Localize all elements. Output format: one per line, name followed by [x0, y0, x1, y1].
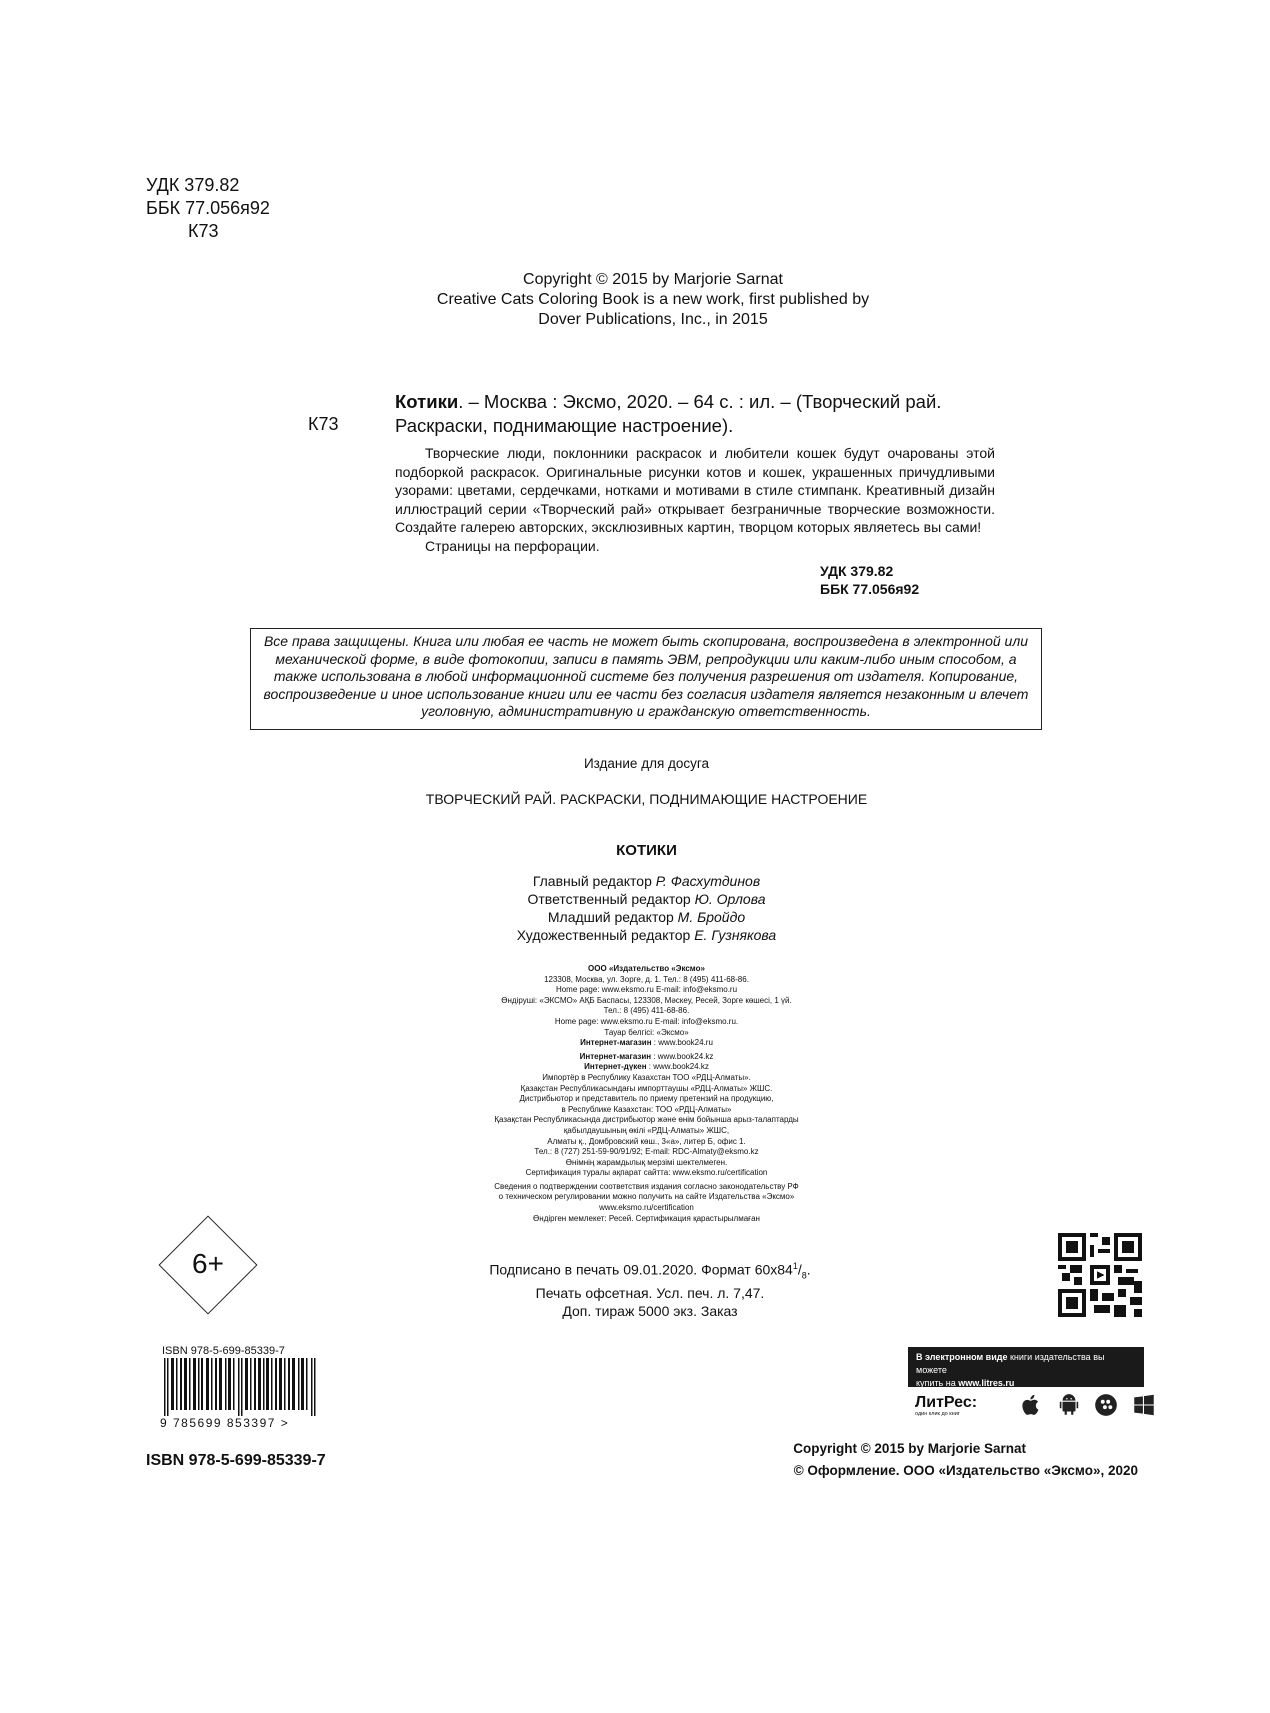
bibliographic-line1: . – Москва : Эксмо, 2020. – 64 с. : ил. – (Творческий рай. — [458, 391, 942, 412]
credit-line: Главный редактор Р. Фасхутдинов — [532, 873, 761, 889]
series-title: ТВОРЧЕСКИЙ РАЙ. РАСКРАСКИ, ПОДНИМАЮЩИЕ НАСТРОЕНИЕ — [425, 791, 868, 807]
credit-line: Ответственный редактор Ю. Орлова — [527, 891, 766, 907]
rights-notice-box — [250, 628, 1042, 730]
edition-type: Издание для досуга — [583, 756, 710, 771]
udk-code-bold: УДК 379.82 — [820, 563, 894, 579]
litres-banner: В электронном виде книги издательства вы можете купить на www.litres.ru — [908, 1347, 1144, 1387]
qr-code-icon — [1058, 1233, 1142, 1317]
credits — [350, 872, 943, 944]
apple-icon — [1018, 1392, 1044, 1418]
age-rating: 6+ — [192, 1248, 224, 1279]
copyright-line: Dover Publications, Inc., in 2015 — [538, 311, 768, 328]
isbn-small-label: ISBN 978-5-699-85339-7 — [162, 1345, 285, 1357]
credit-line: Художественный редактор Е. Гузнякова — [516, 927, 777, 943]
credit-line: Младший редактор М. Бройдо — [547, 909, 746, 925]
book-title-bold: Котики — [395, 391, 459, 412]
blackberry-icon — [1093, 1392, 1119, 1418]
android-icon — [1056, 1392, 1082, 1418]
classification-bottom — [820, 562, 980, 598]
rights-notice-text: Все права защищены. Книга или любая ее часть не может быть скопирована, воспроизведена в электронной или механической форме, в виде фотокопии, записи в память ЭВМ, репродукции или каким-либо иным способом, а также использована в любой информационной системе без получения разрешения от издателя. Копирование, воспроизведение и иное использование книги или ее части без согласия издателя является незаконным и влечет уголовную, административную и гражданскую ответственность. — [263, 633, 1029, 719]
classification-top — [146, 174, 270, 243]
annotation — [395, 444, 995, 555]
barcode-digits: 9 785699 853397 > — [160, 1416, 290, 1430]
barcode-icon — [162, 1358, 322, 1416]
annotation-note: Страницы на перфорации. — [425, 537, 600, 554]
annotation-text: Творческие люди, поклонники раскрасок и любители кошек будут очарованы этой подборкой раскрасок. Оригинальные рисунки котов и кошек, украшенных причудливыми узорами: цветами, сердечками, нотками и мотивами в стиле стимпанк. Креативный дизайн иллюстраций серии «Творческий рай» открывает безграничные творческие возможности. Создайте галерею авторских, эксклюзивных картин, творцом которых являетесь вы сами! — [395, 445, 995, 535]
bbk-code-bold: ББК 77.056я92 — [820, 581, 920, 597]
copyright-line: Copyright © 2015 by Marjorie Sarnat — [793, 1441, 1026, 1456]
platform-icons — [1018, 1392, 1157, 1424]
bbk-code: ББК 77.056я92 — [146, 198, 270, 218]
copyright-line: Creative Cats Coloring Book is a new work, first published by — [436, 291, 870, 308]
bibliographic-author-mark: К73 — [308, 414, 339, 434]
author-mark: К73 — [188, 221, 219, 241]
copyright-line: Copyright © 2015 by Marjorie Sarnat — [523, 271, 783, 288]
publisher-name: ООО «Издательство «Эксмо» — [588, 964, 705, 973]
publisher-info: ООО «Издательство «Эксмо» 123308, Москва, ул. Зорге, д. 1. Тел.: 8 (495) 411-68-86. Home page: www.eksmo.ru E-mail: info@eksmo.ru Өндіруші: «ЭКСМО» АҚБ Баспасы, 123308, Мәскеу, Ресей, Зорге көшесі, 1 үй. Тел.: 8 (495) 411-68-86. Home page: www.eksmo.ru E-mail: info@eksmo.ru. Тауар белгісі: «Эксмо» Интернет-магазин : www.book24.ru Интернет-магазин : www.book24.kz Интернет-дүкен : www.book24.kz Импортёр в Республику Казахстан ТОО «РДЦ-Алматы». Қазақстан Республикасындағы импорттаушы «РДЦ-Алматы» ЖШС. Дистрибьютор и представитель по приему претензий на продукцию, в Республике Казахстан: ТОО «РДЦ-Алматы» Қазақстан Республикасында дистрибьютор және өнім бойынша арыз-талаптарды қабылдаушының өкілі «РДЦ-Алматы» ЖШС, Алматы қ., Домбровский көш., 3«а», литер Б, офис 1. Тел.: 8 (727) 251-59-90/91/92; E-mail: RDC-Almaty@eksmo.kz Өнімнің жарамдылық мерзімі шектелмеген. Сертификация туралы ақпарат сайтта: www.eksmo.ru/certification Сведения о подтверждении соответствия издания согласно законодательству РФ о техническом регулировании можно получить на сайте Издательства «Эксмо» www.eksmo.ru/certification Өндірген мемлекет: Ресей. Сертификация қарастырылмаған — [494, 964, 799, 1223]
copyright-bottom — [690, 1438, 1138, 1482]
udk-code: УДК 379.82 — [146, 175, 240, 195]
windows-icon — [1131, 1392, 1157, 1418]
print-info: Подписано в печать 09.01.2020. Формат $60х84^1/_8$. Печать офсетная. Усл. печ. л. 7,47. Доп. тираж 5000 экз. Заказ — [489, 1261, 811, 1320]
bibliographic-record — [395, 390, 995, 438]
book-title: КОТИКИ — [616, 842, 677, 859]
litres-logo: ЛитРес: — [915, 1394, 978, 1411]
litres-slogan: один клик до книг — [915, 1411, 960, 1417]
copyright-line: © Оформление. ООО «Издательство «Эксмо», 2020 — [793, 1463, 1138, 1478]
copyright-original — [418, 270, 888, 330]
bibliographic-line2: Раскраски, поднимающие настроение). — [395, 415, 734, 436]
isbn-bold: ISBN 978-5-699-85339-7 — [146, 1452, 326, 1469]
